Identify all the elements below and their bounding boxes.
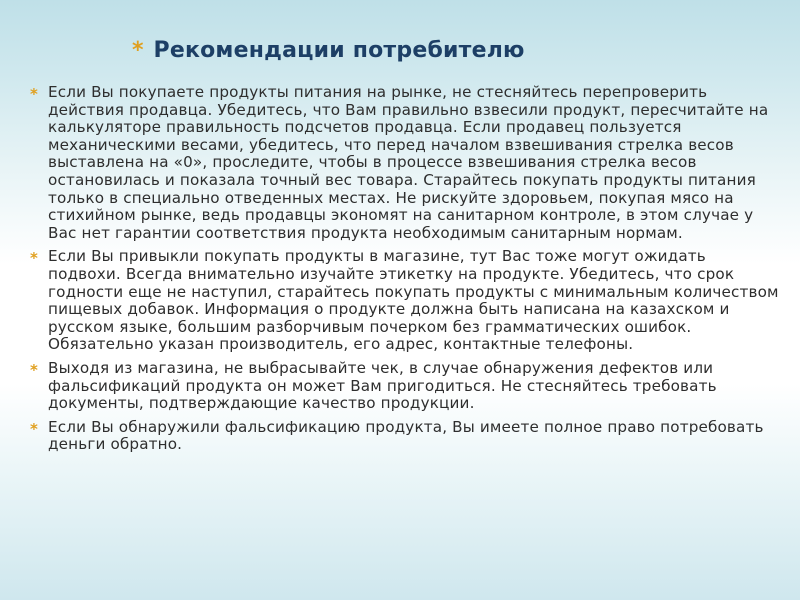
paragraph-receipt: [30, 360, 780, 413]
slide-title: Рекомендации потребителю: [153, 38, 525, 63]
paragraph-store: [30, 248, 780, 354]
paragraph-market: [30, 84, 780, 242]
paragraph-text: Если Вы обнаружили фальсификацию продукта, Вы имеете полное право потребовать деньги обратно.: [48, 417, 764, 454]
bullet-icon: *: [30, 360, 38, 379]
bullet-icon: *: [30, 249, 38, 268]
paragraph-text: Выходя из магазина, не выбрасывайте чек, в случае обнаружения дефектов или фальсификаций продукта он может Вам пригодиться. Не стесняйтесь требовать документы, подтверждающие качество продукции.: [48, 358, 717, 413]
paragraph-text: Если Вы покупаете продукты питания на рынке, не стесняйтесь перепроверить действия продавца. Убедитесь, что Вам правильно взвесили продукт, пересчитайте на калькуляторе правильность подсчетов продавца. Если продавец пользуется механическими весами, убедитесь, что перед началом взвешивания стрелка весов выставлена на «0», проследите, чтобы в процессе взвешивания стрелка весов остановилась и показала точный вес товара. Старайтесь покупать продукты питания только в специально отведенных местах. Не рискуйте здоровьем, покупая мясо на стихийном рынке, ведь продавцы экономят на санитарном контроле, в этом случае у Вас нет гарантии соответствия продукта необходимым санитарным нормам.: [48, 83, 769, 242]
paragraph-refund: [30, 419, 780, 454]
title-bullet-icon: *: [132, 38, 144, 63]
title-row: [132, 38, 525, 63]
paragraph-text: Если Вы привыкли покупать продукты в магазине, тут Вас тоже могут ожидать подвохи. Всегда внимательно изучайте этикетку на продукте. Убедитесь, что срок годности еще не наступил, старайтесь покупать продукты с минимальным количеством пищевых добавок. Информация о продукте должна быть написана на казахском и русском языке, большим разборчивым почерком без грамматических ошибок. Обязательно указан производитель, его адрес, контактные телефоны.: [48, 247, 779, 354]
slide-content: [30, 84, 780, 460]
bullet-icon: *: [30, 85, 38, 103]
bullet-icon: *: [30, 419, 38, 438]
